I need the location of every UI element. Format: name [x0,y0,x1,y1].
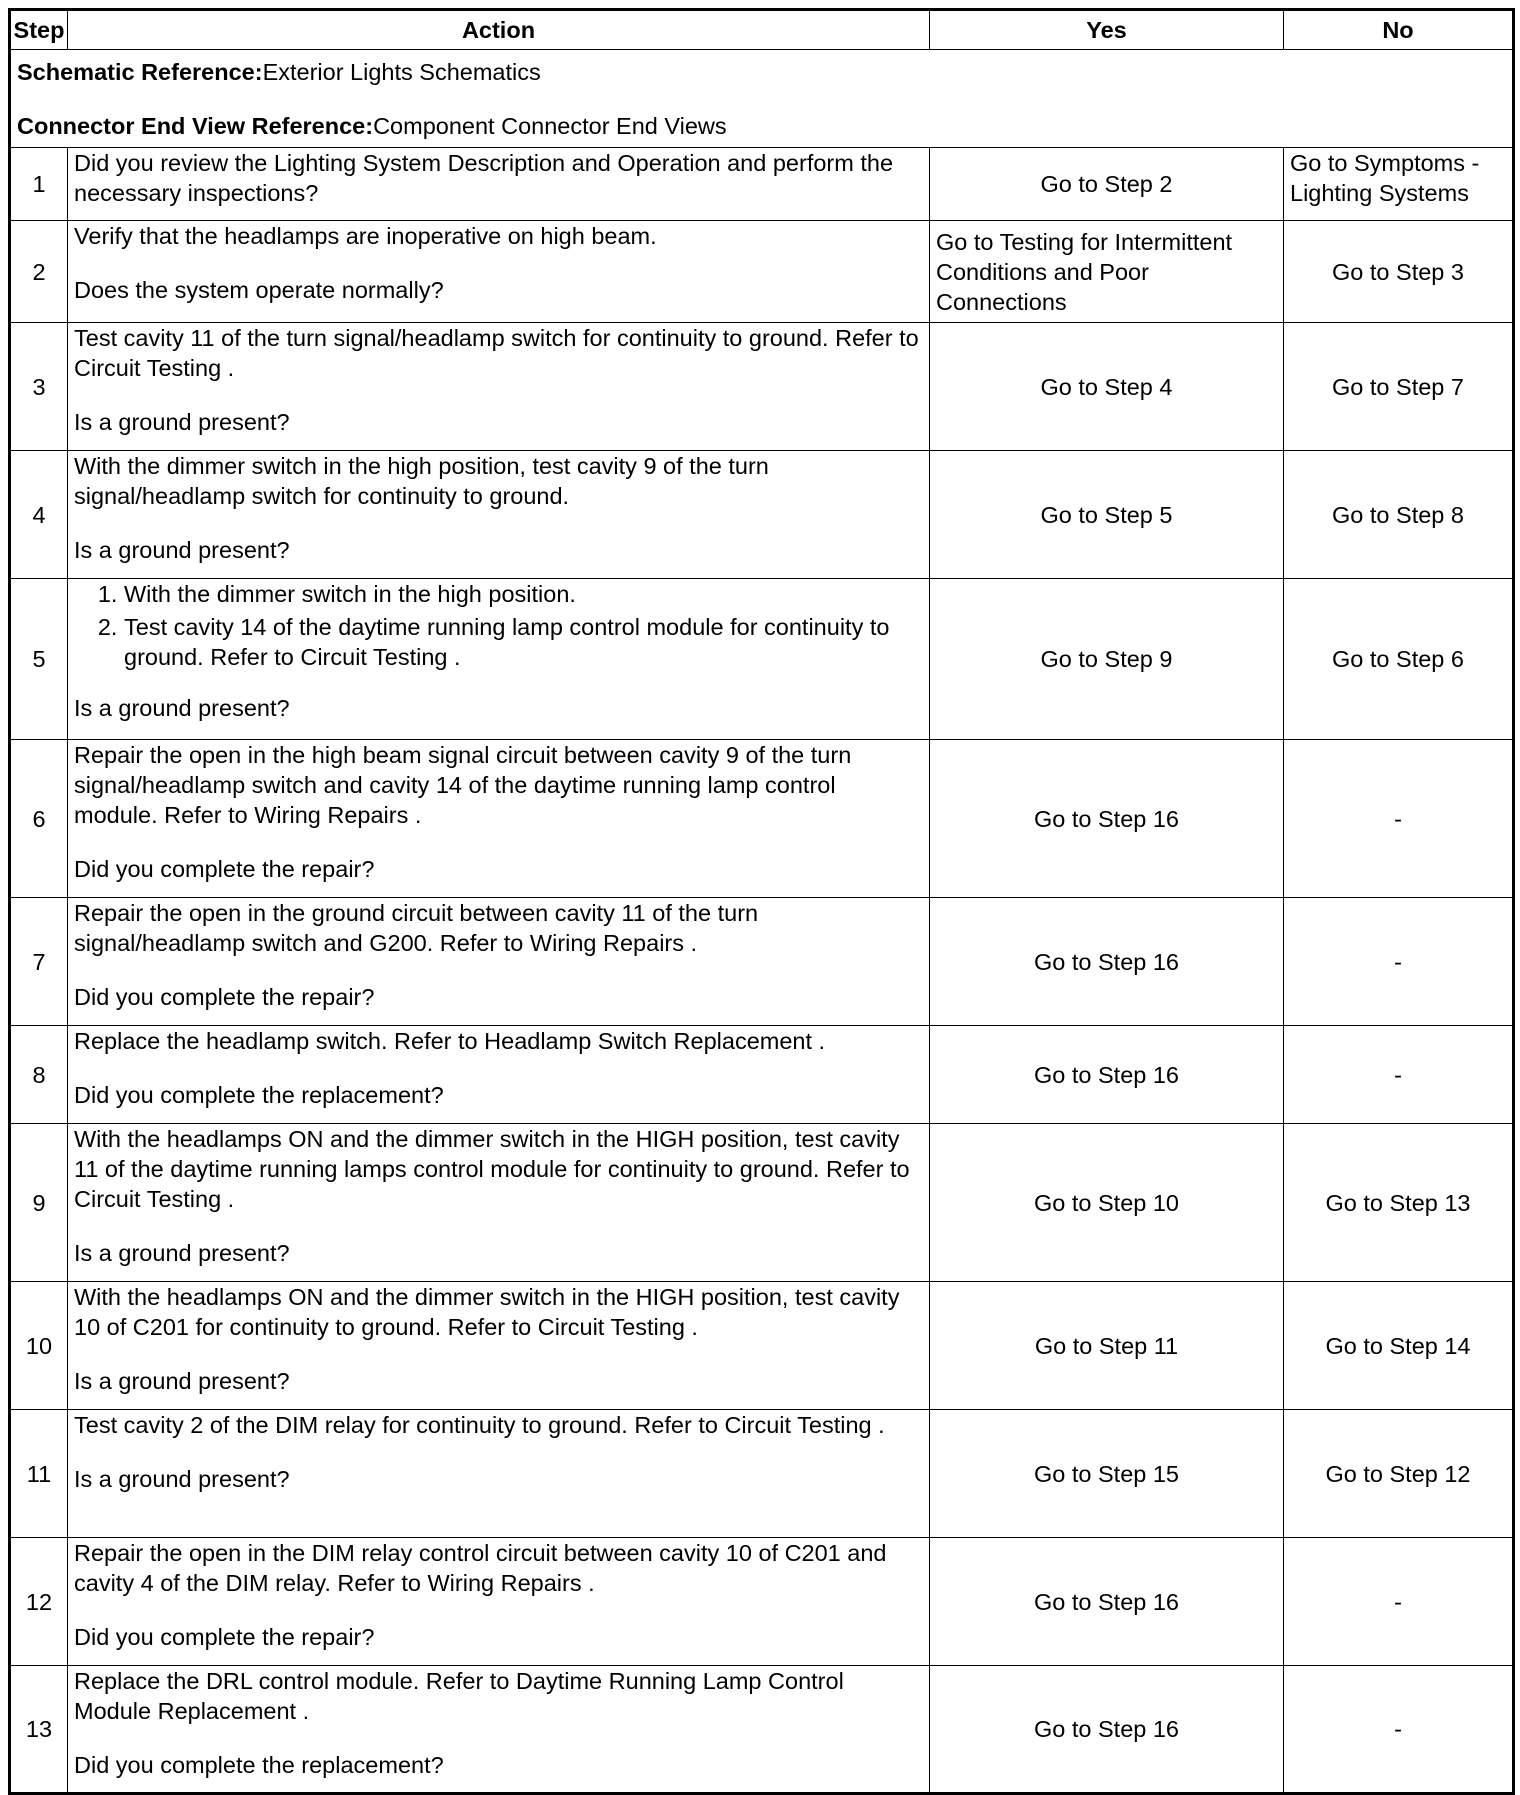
action-question: Did you complete the repair? [74,1624,375,1650]
step-number: 3 [10,323,68,451]
action-question: Did you complete the repair? [74,856,375,882]
header-step: Step [10,10,68,50]
header-row [10,10,1514,50]
step-number: 2 [10,221,68,323]
action-list-item: 1. With the dimmer switch in the high position. [124,579,923,609]
step-action [68,1124,930,1282]
schematic-reference-label: Schematic Reference: [17,58,263,85]
no-outcome: - [1284,1026,1514,1124]
step-action [68,1666,930,1794]
action-text: Repair the open in the high beam signal circuit between cavity 9 of the turn signal/headlamp switch and cavity 14 of the daytime running lamp control module. Refer to Wiring Repairs . [74,742,852,828]
action-question: Is a ground present? [74,1466,290,1492]
connector-reference-link[interactable]: Component Connector End Views [373,112,727,139]
no-outcome[interactable]: Go to Step 6 [1284,579,1514,740]
step-action [68,1282,930,1410]
step-row [10,898,1514,1026]
step-number: 9 [10,1124,68,1282]
no-outcome[interactable]: Go to Symptoms - Lighting Systems [1284,148,1514,221]
action-question: Did you complete the replacement? [74,1752,444,1778]
header-no: No [1284,10,1514,50]
yes-outcome[interactable]: Go to Step 16 [930,898,1284,1026]
step-action [68,579,930,740]
action-question: Is a ground present? [74,1240,290,1266]
no-outcome: - [1284,1666,1514,1794]
action-text: Test cavity 2 of the DIM relay for continuity to ground. Refer to Circuit Testing . [74,1412,885,1438]
action-text: Replace the headlamp switch. Refer to Headlamp Switch Replacement . [74,1028,826,1054]
step-action [68,148,930,221]
step-number: 12 [10,1538,68,1666]
step-number: 8 [10,1026,68,1124]
step-number: 1 [10,148,68,221]
diagnostic-table [8,8,1515,1795]
reference-row [10,50,1514,148]
no-outcome[interactable]: Go to Step 13 [1284,1124,1514,1282]
action-text: With the dimmer switch in the high position, test cavity 9 of the turn signal/headlamp switch for continuity to ground. [74,453,769,509]
step-action [68,451,930,579]
step-row [10,221,1514,323]
action-text: Repair the open in the DIM relay control circuit between cavity 10 of C201 and cavity 4 of the DIM relay. Refer to Wiring Repairs . [74,1540,887,1596]
step-row [10,451,1514,579]
action-text: Repair the open in the ground circuit between cavity 11 of the turn signal/headlamp switch and G200. Refer to Wiring Repairs . [74,900,759,956]
connector-reference-label: Connector End View Reference: [17,112,374,139]
yes-outcome[interactable]: Go to Step 16 [930,1666,1284,1794]
schematic-reference [17,57,1506,87]
schematic-reference-link[interactable]: Exterior Lights Schematics [262,58,541,85]
step-action [68,898,930,1026]
no-outcome[interactable]: Go to Step 8 [1284,451,1514,579]
connector-reference [17,111,1506,141]
yes-outcome[interactable]: Go to Step 10 [930,1124,1284,1282]
yes-outcome[interactable]: Go to Step 4 [930,323,1284,451]
action-text: With the headlamps ON and the dimmer switch in the HIGH position, test cavity 10 of C201 for continuity to ground. Refer to Circuit Testing . [74,1284,900,1340]
action-question: Did you complete the repair? [74,984,375,1010]
yes-outcome[interactable]: Go to Step 2 [930,148,1284,221]
step-row [10,1410,1514,1538]
action-text: With the headlamps ON and the dimmer switch in the HIGH position, test cavity 11 of the daytime running lamps control module for continuity to ground. Refer to Circuit Testing . [74,1126,910,1212]
step-action [68,1026,930,1124]
step-action [68,221,930,323]
step-action [68,1410,930,1538]
header-yes: Yes [930,10,1284,50]
step-number: 6 [10,740,68,898]
step-row [10,1124,1514,1282]
yes-outcome[interactable]: Go to Step 11 [930,1282,1284,1410]
step-number: 11 [10,1410,68,1538]
no-outcome: - [1284,1538,1514,1666]
yes-outcome[interactable]: Go to Step 16 [930,1538,1284,1666]
no-outcome[interactable]: Go to Step 3 [1284,221,1514,323]
step-row [10,579,1514,740]
yes-outcome[interactable]: Go to Step 16 [930,1026,1284,1124]
action-question: Is a ground present? [74,537,290,563]
step-number: 4 [10,451,68,579]
step-action [68,740,930,898]
action-list [74,579,923,672]
header-action: Action [68,10,930,50]
no-outcome: - [1284,898,1514,1026]
yes-outcome[interactable]: Go to Step 9 [930,579,1284,740]
yes-outcome[interactable]: Go to Step 16 [930,740,1284,898]
action-list-item: 2. Test cavity 14 of the daytime running lamp control module for continuity to ground. Refer to Circuit Testing . [124,612,923,672]
yes-outcome[interactable]: Go to Testing for Intermittent Conditions and Poor Connections [930,221,1284,323]
action-question: Is a ground present? [74,695,290,721]
step-row [10,148,1514,221]
action-question: Is a ground present? [74,409,290,435]
step-row [10,1666,1514,1794]
yes-outcome[interactable]: Go to Step 15 [930,1410,1284,1538]
step-action [68,323,930,451]
step-row [10,740,1514,898]
step-number: 13 [10,1666,68,1794]
step-row [10,323,1514,451]
action-question: Did you complete the replacement? [74,1082,444,1108]
step-number: 10 [10,1282,68,1410]
action-text: Test cavity 11 of the turn signal/headlamp switch for continuity to ground. Refer to Circuit Testing . [74,325,919,381]
no-outcome[interactable]: Go to Step 7 [1284,323,1514,451]
step-row [10,1026,1514,1124]
action-question: Does the system operate normally? [74,277,444,303]
action-text: Did you review the Lighting System Description and Operation and perform the necessary inspections? [74,150,894,206]
step-number: 5 [10,579,68,740]
step-action [68,1538,930,1666]
no-outcome: - [1284,740,1514,898]
no-outcome[interactable]: Go to Step 14 [1284,1282,1514,1410]
no-outcome[interactable]: Go to Step 12 [1284,1410,1514,1538]
action-text: Verify that the headlamps are inoperative on high beam. [74,223,657,249]
step-number: 7 [10,898,68,1026]
action-question: Is a ground present? [74,1368,290,1394]
step-row [10,1538,1514,1666]
step-row [10,1282,1514,1410]
reference-cell [10,50,1514,148]
yes-outcome[interactable]: Go to Step 5 [930,451,1284,579]
action-text: Replace the DRL control module. Refer to Daytime Running Lamp Control Module Replacement . [74,1668,844,1724]
